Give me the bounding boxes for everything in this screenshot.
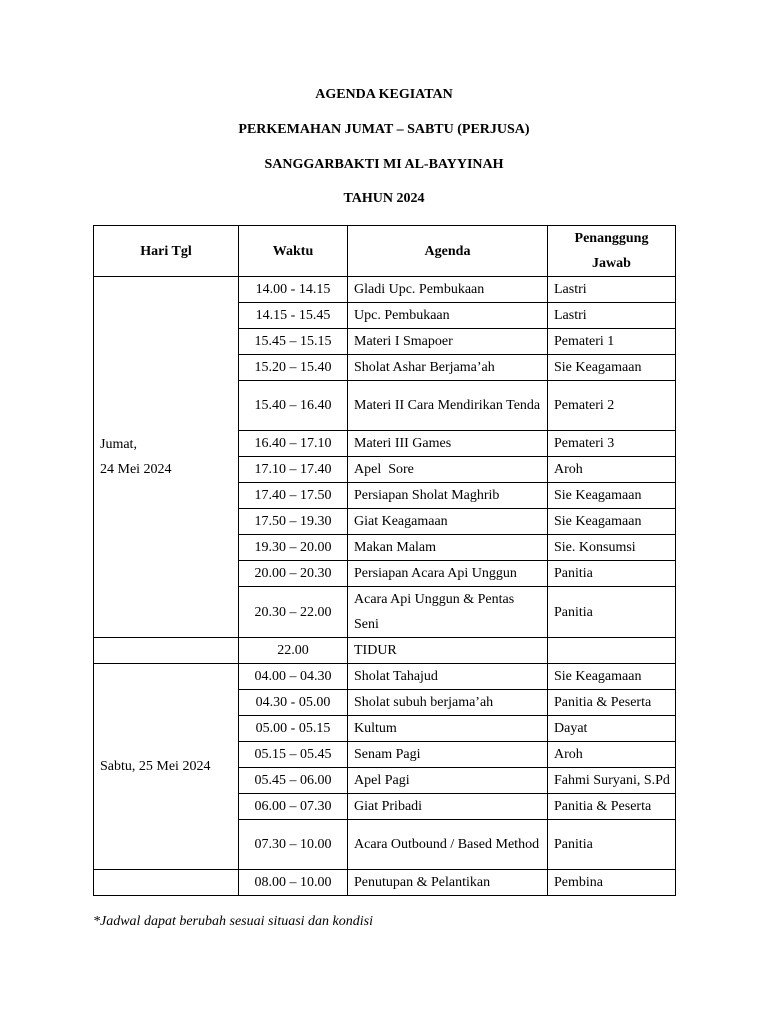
agenda-cell: Kultum [348,716,548,742]
waktu-cell: 04.00 – 04.30 [239,664,348,690]
waktu-cell: 14.00 - 14.15 [239,277,348,303]
agenda-cell: Giat Keagamaan [348,509,548,535]
agenda-cell: Acara Api Unggun & Pentas Seni [348,587,548,638]
agenda-cell: Makan Malam [348,535,548,561]
table-row [94,277,676,303]
document-title: AGENDA KEGIATAN [315,87,453,102]
waktu-cell: 20.00 – 20.30 [239,561,348,587]
table-row [94,664,676,690]
waktu-cell: 06.00 – 07.30 [239,794,348,820]
pj-cell: Pemateri 3 [548,431,676,457]
pj-cell: Sie. Konsumsi [548,535,676,561]
agenda-cell: Materi I Smapoer [348,329,548,355]
waktu-cell: 15.20 – 15.40 [239,355,348,381]
pj-cell: Pembina [548,870,676,896]
pj-cell: Sie Keagamaan [548,664,676,690]
agenda-cell: Sholat subuh berjama’ah [348,690,548,716]
waktu-cell: 08.00 – 10.00 [239,870,348,896]
agenda-cell: Upc. Pembukaan [348,303,548,329]
header-waktu: Waktu [239,226,348,277]
waktu-cell: 17.50 – 19.30 [239,509,348,535]
table-header-row [94,226,676,277]
header-agenda: Agenda [348,226,548,277]
day-cell-empty [94,638,239,664]
pj-cell: Panitia & Peserta [548,690,676,716]
agenda-cell: Acara Outbound / Based Method [348,820,548,870]
pj-cell: Panitia & Peserta [548,794,676,820]
pj-cell: Aroh [548,742,676,768]
waktu-cell: 14.15 - 15.45 [239,303,348,329]
pj-cell: Sie Keagamaan [548,509,676,535]
agenda-cell: Apel Pagi [348,768,548,794]
pj-cell: Pemateri 2 [548,381,676,431]
agenda-cell: Materi II Cara Mendirikan Tenda [348,381,548,431]
year-title: TAHUN 2024 [343,191,425,206]
waktu-cell: 19.30 – 20.00 [239,535,348,561]
pj-cell: Aroh [548,457,676,483]
waktu-cell: 22.00 [239,638,348,664]
agenda-cell: Gladi Upc. Pembukaan [348,277,548,303]
waktu-cell: 04.30 - 05.00 [239,690,348,716]
header-hari-tgl: Hari Tgl [94,226,239,277]
pj-cell: Pemateri 1 [548,329,676,355]
agenda-cell: Giat Pribadi [348,794,548,820]
agenda-cell: Apel Sore [348,457,548,483]
waktu-cell: 15.40 – 16.40 [239,381,348,431]
organization-title: SANGGARBAKTI MI AL-BAYYINAH [264,157,504,172]
agenda-cell: Penutupan & Pelantikan [348,870,548,896]
footnote: *Jadwal dapat berubah sesuai situasi dan kondisi [93,914,373,929]
waktu-cell: 15.45 – 15.15 [239,329,348,355]
header-pj-line1: Penanggung [574,231,649,246]
waktu-cell: 05.45 – 06.00 [239,768,348,794]
agenda-cell: TIDUR [348,638,548,664]
pj-cell: Fahmi Suryani, S.Pd [548,768,676,794]
pj-cell: Lastri [548,303,676,329]
day-cell-sabtu: Sabtu, 25 Mei 2024 [94,664,239,870]
pj-cell: Lastri [548,277,676,303]
header-penanggung-jawab [548,226,676,277]
header-pj-line2: Jawab [592,256,631,271]
agenda-cell: Senam Pagi [348,742,548,768]
agenda-cell: Sholat Tahajud [348,664,548,690]
waktu-cell: 16.40 – 17.10 [239,431,348,457]
agenda-cell: Persiapan Sholat Maghrib [348,483,548,509]
pj-cell: Dayat [548,716,676,742]
table-row [94,870,676,896]
pj-cell: Sie Keagamaan [548,355,676,381]
waktu-cell: 20.30 – 22.00 [239,587,348,638]
pj-cell: Panitia [548,561,676,587]
waktu-cell: 05.00 - 05.15 [239,716,348,742]
waktu-cell: 17.10 – 17.40 [239,457,348,483]
agenda-cell: Materi III Games [348,431,548,457]
day-jumat-name: Jumat, [100,437,137,452]
waktu-cell: 17.40 – 17.50 [239,483,348,509]
day-cell-empty [94,870,239,896]
pj-cell [548,638,676,664]
agenda-cell: Sholat Ashar Berjama’ah [348,355,548,381]
waktu-cell: 05.15 – 05.45 [239,742,348,768]
day-jumat-date: 24 Mei 2024 [100,462,172,477]
pj-cell: Panitia [548,587,676,638]
agenda-table [93,225,676,896]
waktu-cell: 07.30 – 10.00 [239,820,348,870]
day-cell-jumat [94,277,239,638]
table-row [94,638,676,664]
agenda-cell: Persiapan Acara Api Unggun [348,561,548,587]
pj-cell: Sie Keagamaan [548,483,676,509]
event-title: PERKEMAHAN JUMAT – SABTU (PERJUSA) [238,122,530,137]
pj-cell: Panitia [548,820,676,870]
